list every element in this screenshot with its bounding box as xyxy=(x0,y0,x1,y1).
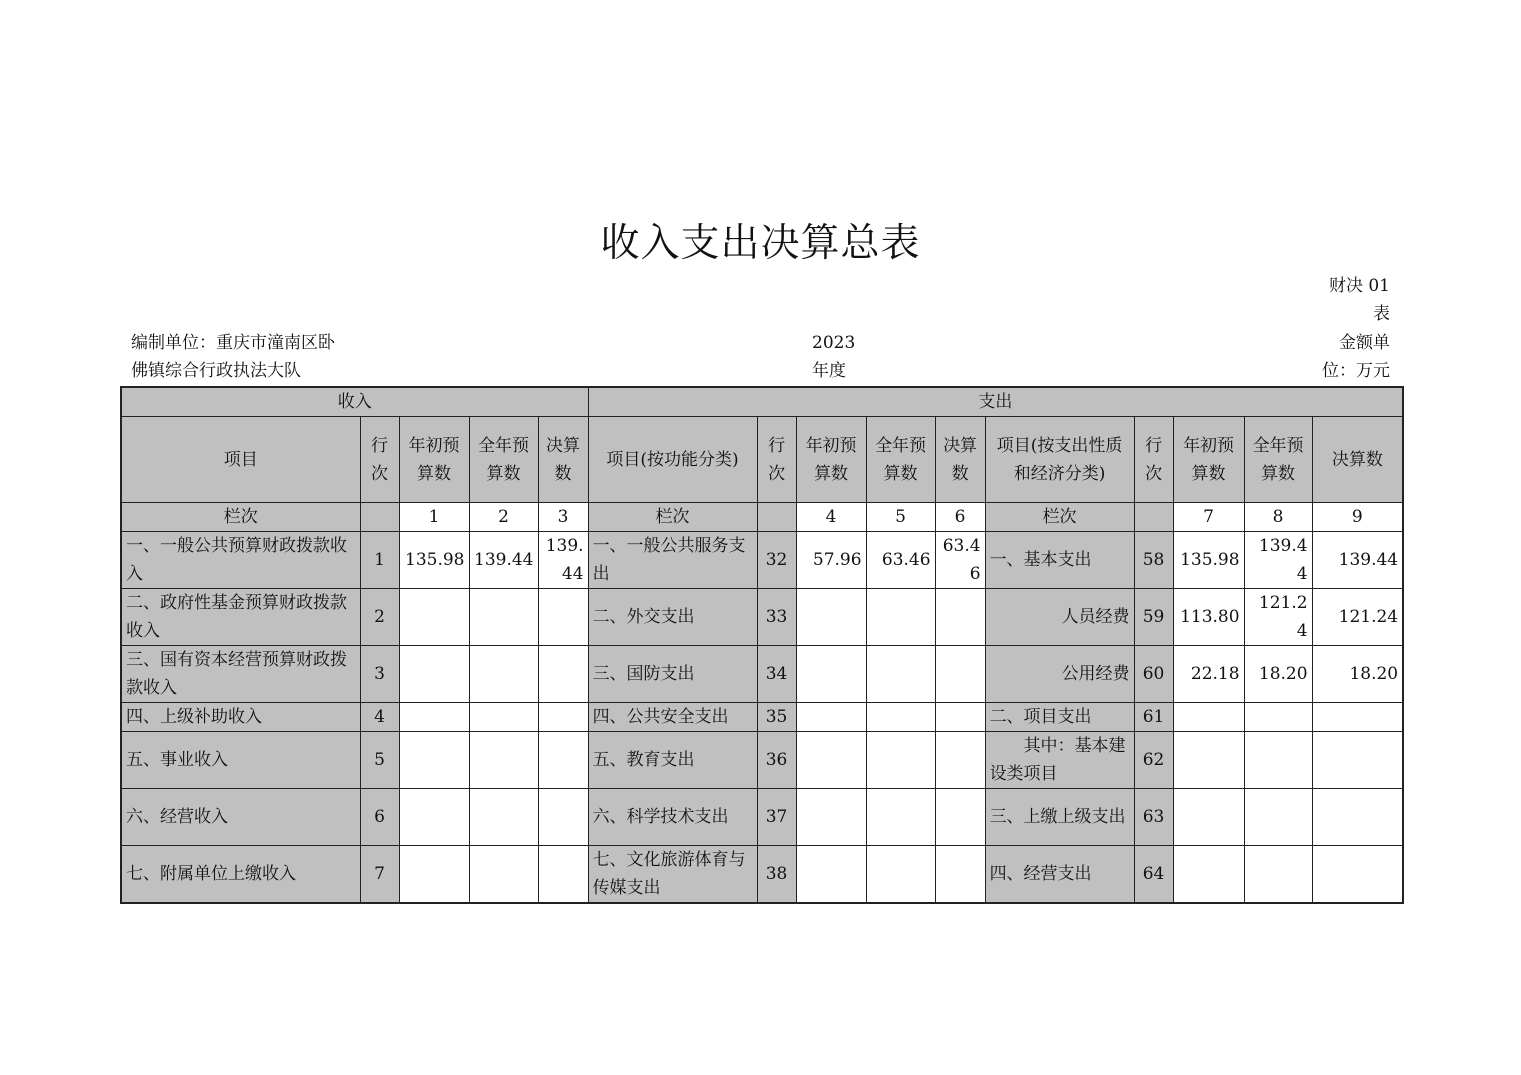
func-row-no: 36 xyxy=(757,732,796,789)
econ-budget-initial: 113.80 xyxy=(1173,589,1244,646)
col-label-income: 栏次 xyxy=(121,503,360,532)
econ-final xyxy=(1312,789,1403,846)
func-budget-full: 63.46 xyxy=(866,532,935,589)
func-row-no: 38 xyxy=(757,846,796,904)
column-header-row xyxy=(121,417,1403,503)
income-budget-full xyxy=(469,732,538,789)
econ-final xyxy=(1312,732,1403,789)
header-econ-row-no: 行次 xyxy=(1134,417,1173,503)
econ-budget-full xyxy=(1244,846,1312,904)
income-budget-full xyxy=(469,646,538,703)
func-budget-full xyxy=(866,703,935,732)
table-row xyxy=(121,532,1403,589)
income-item: 二、政府性基金预算财政拨款收入 xyxy=(121,589,360,646)
func-budget-full xyxy=(866,789,935,846)
econ-row-no: 59 xyxy=(1134,589,1173,646)
econ-row-no: 64 xyxy=(1134,846,1173,904)
col-num: 4 xyxy=(796,503,866,532)
form-number-line2: 表 xyxy=(1373,304,1390,324)
income-row-no: 4 xyxy=(360,703,399,732)
econ-budget-initial xyxy=(1173,846,1244,904)
table-row xyxy=(121,846,1403,904)
fiscal-year xyxy=(812,329,855,385)
header-econ-budget-initial: 年初预算数 xyxy=(1173,417,1244,503)
col-num: 8 xyxy=(1244,503,1312,532)
col-num: 3 xyxy=(538,503,588,532)
econ-budget-full xyxy=(1244,703,1312,732)
currency-unit xyxy=(1322,329,1390,385)
income-budget-initial xyxy=(399,789,469,846)
table-row xyxy=(121,703,1403,732)
income-budget-initial xyxy=(399,589,469,646)
econ-budget-full: 18.20 xyxy=(1244,646,1312,703)
header-func-final: 决算数 xyxy=(935,417,985,503)
econ-item: 其中：基本建设类项目 xyxy=(985,732,1134,789)
income-budget-full xyxy=(469,589,538,646)
func-budget-initial xyxy=(796,846,866,904)
income-budget-initial xyxy=(399,732,469,789)
header-income-budget-initial: 年初预算数 xyxy=(399,417,469,503)
income-row-no: 3 xyxy=(360,646,399,703)
column-number-row xyxy=(121,503,1403,532)
econ-budget-full xyxy=(1244,789,1312,846)
header-econ-budget-full: 全年预算数 xyxy=(1244,417,1312,503)
func-final xyxy=(935,703,985,732)
header-func-row-no: 行次 xyxy=(757,417,796,503)
header-econ-final: 决算数 xyxy=(1312,417,1403,503)
econ-row-no: 61 xyxy=(1134,703,1173,732)
income-item: 五、事业收入 xyxy=(121,732,360,789)
income-item: 三、国有资本经营预算财政拨款收入 xyxy=(121,646,360,703)
col-label-blank xyxy=(757,503,796,532)
currency-unit-line2: 位：万元 xyxy=(1322,361,1390,381)
col-label-blank xyxy=(1134,503,1173,532)
func-budget-full xyxy=(866,846,935,904)
table-row xyxy=(121,732,1403,789)
econ-item: 一、基本支出 xyxy=(985,532,1134,589)
form-number-line1: 财决 01 xyxy=(1328,276,1390,296)
col-label-blank xyxy=(360,503,399,532)
income-budget-full xyxy=(469,789,538,846)
econ-final xyxy=(1312,846,1403,904)
econ-budget-initial xyxy=(1173,789,1244,846)
header-income-budget-full: 全年预算数 xyxy=(469,417,538,503)
income-budget-initial xyxy=(399,703,469,732)
econ-row-no: 58 xyxy=(1134,532,1173,589)
func-item: 三、国防支出 xyxy=(588,646,757,703)
header-func-budget-initial: 年初预算数 xyxy=(796,417,866,503)
income-final xyxy=(538,789,588,846)
func-item: 五、教育支出 xyxy=(588,732,757,789)
econ-budget-full xyxy=(1244,732,1312,789)
preparer-unit xyxy=(131,329,335,385)
income-row-no: 6 xyxy=(360,789,399,846)
func-item: 二、外交支出 xyxy=(588,589,757,646)
income-final xyxy=(538,589,588,646)
econ-final: 121.24 xyxy=(1312,589,1403,646)
income-budget-initial xyxy=(399,646,469,703)
currency-unit-line1: 金额单 xyxy=(1339,333,1390,353)
header-income-row-no: 行次 xyxy=(360,417,399,503)
col-num: 7 xyxy=(1173,503,1244,532)
income-row-no: 1 xyxy=(360,532,399,589)
econ-item: 人员经费 xyxy=(985,589,1134,646)
func-budget-initial xyxy=(796,589,866,646)
econ-budget-initial: 22.18 xyxy=(1173,646,1244,703)
func-budget-initial xyxy=(796,732,866,789)
form-number xyxy=(1329,272,1390,328)
func-budget-initial: 57.96 xyxy=(796,532,866,589)
table-row xyxy=(121,646,1403,703)
econ-final: 18.20 xyxy=(1312,646,1403,703)
col-num: 5 xyxy=(866,503,935,532)
func-item: 七、文化旅游体育与传媒支出 xyxy=(588,846,757,904)
econ-final xyxy=(1312,703,1403,732)
income-final: 139.44 xyxy=(538,532,588,589)
func-row-no: 33 xyxy=(757,589,796,646)
econ-item: 四、经营支出 xyxy=(985,846,1134,904)
func-final xyxy=(935,589,985,646)
income-item: 六、经营收入 xyxy=(121,789,360,846)
income-row-no: 7 xyxy=(360,846,399,904)
func-budget-initial xyxy=(796,789,866,846)
income-budget-initial: 135.98 xyxy=(399,532,469,589)
income-budget-full: 139.44 xyxy=(469,532,538,589)
econ-budget-initial: 135.98 xyxy=(1173,532,1244,589)
econ-budget-full: 139.44 xyxy=(1244,532,1312,589)
table-row xyxy=(121,789,1403,846)
fiscal-year-line1: 2023 xyxy=(812,333,856,353)
header-func-budget-full: 全年预算数 xyxy=(866,417,935,503)
income-budget-initial xyxy=(399,846,469,904)
header-func-item: 项目(按功能分类) xyxy=(588,417,757,503)
header-econ-item: 项目(按支出性质和经济分类) xyxy=(985,417,1134,503)
income-budget-full xyxy=(469,703,538,732)
income-expense-table xyxy=(120,386,1404,904)
preparer-unit-line1: 编制单位：重庆市潼南区卧 xyxy=(131,333,335,353)
func-row-no: 32 xyxy=(757,532,796,589)
func-final: 63.46 xyxy=(935,532,985,589)
income-budget-full xyxy=(469,846,538,904)
income-final xyxy=(538,703,588,732)
income-final xyxy=(538,646,588,703)
col-num: 9 xyxy=(1312,503,1403,532)
func-item: 六、科学技术支出 xyxy=(588,789,757,846)
func-final xyxy=(935,846,985,904)
fiscal-year-line2: 年度 xyxy=(812,361,846,381)
header-income-final: 决算数 xyxy=(538,417,588,503)
income-row-no: 5 xyxy=(360,732,399,789)
income-item: 一、一般公共预算财政拨款收入 xyxy=(121,532,360,589)
func-row-no: 35 xyxy=(757,703,796,732)
income-item: 四、上级补助收入 xyxy=(121,703,360,732)
col-num: 2 xyxy=(469,503,538,532)
col-label-func: 栏次 xyxy=(588,503,757,532)
income-section-header: 收入 xyxy=(121,387,588,417)
income-item: 七、附属单位上缴收入 xyxy=(121,846,360,904)
func-final xyxy=(935,732,985,789)
col-label-econ: 栏次 xyxy=(985,503,1134,532)
section-header-row xyxy=(121,387,1403,417)
col-num: 6 xyxy=(935,503,985,532)
income-final xyxy=(538,732,588,789)
income-row-no: 2 xyxy=(360,589,399,646)
page-title: 收入支出决算总表 xyxy=(600,221,921,266)
func-row-no: 37 xyxy=(757,789,796,846)
econ-item: 三、上缴上级支出 xyxy=(985,789,1134,846)
econ-row-no: 62 xyxy=(1134,732,1173,789)
expense-section-header: 支出 xyxy=(588,387,1403,417)
header-income-item: 项目 xyxy=(121,417,360,503)
func-budget-initial xyxy=(796,646,866,703)
func-final xyxy=(935,789,985,846)
func-item: 一、一般公共服务支出 xyxy=(588,532,757,589)
econ-row-no: 60 xyxy=(1134,646,1173,703)
econ-budget-full: 121.24 xyxy=(1244,589,1312,646)
func-budget-initial xyxy=(796,703,866,732)
econ-budget-initial xyxy=(1173,703,1244,732)
econ-budget-initial xyxy=(1173,732,1244,789)
func-budget-full xyxy=(866,589,935,646)
econ-row-no: 63 xyxy=(1134,789,1173,846)
table-row xyxy=(121,589,1403,646)
econ-item: 公用经费 xyxy=(985,646,1134,703)
col-num: 1 xyxy=(399,503,469,532)
econ-final: 139.44 xyxy=(1312,532,1403,589)
func-item: 四、公共安全支出 xyxy=(588,703,757,732)
func-budget-full xyxy=(866,646,935,703)
preparer-unit-line2: 佛镇综合行政执法大队 xyxy=(131,361,301,381)
func-budget-full xyxy=(866,732,935,789)
income-final xyxy=(538,846,588,904)
econ-item: 二、项目支出 xyxy=(985,703,1134,732)
func-final xyxy=(935,646,985,703)
func-row-no: 34 xyxy=(757,646,796,703)
